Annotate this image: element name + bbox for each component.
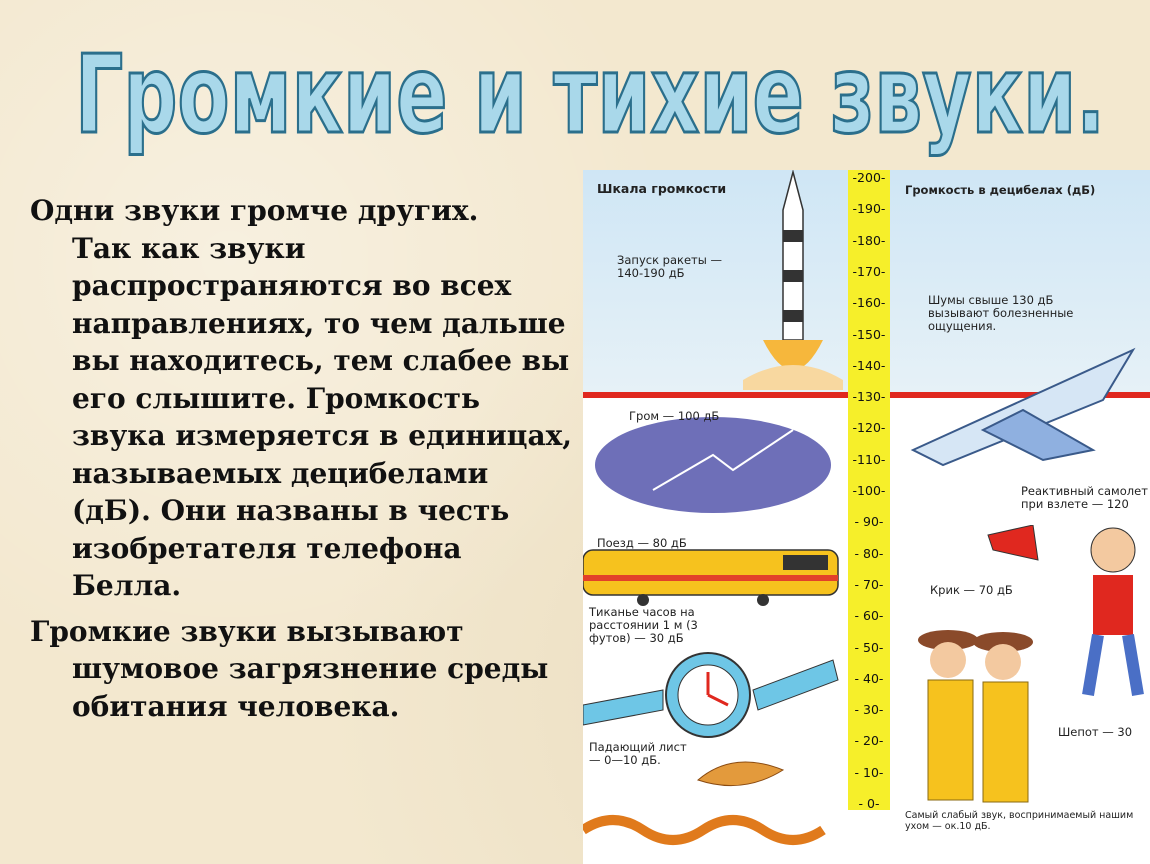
falling-leaf-illustration (693, 750, 793, 800)
scale-tick: -160- (852, 295, 886, 311)
rocket-illustration (743, 170, 843, 390)
scale-tick: -110- (852, 451, 886, 467)
body-text (30, 192, 575, 725)
scale-tick: -140- (852, 357, 886, 373)
thunder-label: Гром — 100 дБ (629, 409, 720, 423)
shouting-man-illustration (1043, 520, 1150, 710)
loudness-scale-poster (583, 170, 1150, 864)
scale-tick: - 40- (854, 670, 884, 686)
scale-tick: - 60- (854, 608, 884, 624)
paragraph-2 (30, 613, 575, 726)
scale-tick: -120- (852, 420, 886, 436)
scale-tick: - 80- (854, 545, 884, 561)
scale-tick: - 90- (854, 514, 884, 530)
scale-tick: - 20- (854, 733, 884, 749)
paragraph-1-rest: Так как звуки распространяются во всех направлениях, то чем дальше вы находитесь, тем слабее вы его слышите. Громкость звука измеряется в единицах, называемых децибелами (дБ). Они названы в честь изобретателя телефона Белла. (72, 231, 573, 602)
scale-tick: - 30- (854, 702, 884, 718)
train-label: Поезд — 80 дБ (597, 536, 687, 550)
thunder-cloud-illustration (593, 410, 833, 520)
whisper-label: Шепот — 30 (1058, 725, 1133, 739)
noise-warning-label: Шумы свыше 130 дБ вызывают болезненные ощущения. (928, 293, 1074, 333)
rocket-label: Запуск ракеты — 140-190 дБ (617, 253, 722, 280)
paragraph-2-rest: шумовое загрязнение среды обитания человека. (72, 652, 549, 723)
paragraph-1-first-line: Одни звуки громче других. (30, 194, 479, 227)
wristwatch-illustration (583, 650, 843, 740)
scale-tick: -190- (852, 201, 886, 217)
scale-tick: - 50- (854, 639, 884, 655)
heading-left: Шкала громкости (597, 181, 727, 196)
scale-tick: -150- (852, 326, 886, 342)
slide-title-text: Громкие и тихие звуки. (75, 33, 1105, 158)
paragraph-1 (30, 192, 575, 605)
paragraph-2-first-line: Громкие звуки вызывают (30, 614, 464, 648)
leaf-label: Падающий лист — 0—10 дБ. (589, 740, 687, 767)
scale-tick: -130- (852, 389, 886, 405)
scale-tick: -170- (852, 263, 886, 279)
scale-tick: - 70- (854, 576, 884, 592)
scale-tick: - 10- (854, 764, 884, 780)
scale-tick: -200- (852, 170, 886, 185)
jet-plane-illustration (903, 340, 1143, 490)
weakest-sound-label: Самый слабый звук, воспринимаемый нашим ухом — ок.10 дБ. (905, 810, 1134, 832)
megaphone-illustration (983, 525, 1043, 565)
slide-title (60, 4, 1120, 169)
scale-tick: -180- (852, 232, 886, 248)
scale-tick: - 0- (858, 796, 880, 811)
heading-right: Громкость в децибелах (дБ) (905, 183, 1096, 197)
clock-label: Тиканье часов на расстоянии 1 м (3 футов) — 30 дБ (589, 605, 698, 645)
whispering-men-illustration (903, 620, 1043, 810)
scale-tick: -100- (852, 483, 886, 498)
leaf-garland-illustration (583, 810, 843, 850)
jet-label: Реактивный самолет при взлете — 120 (1021, 484, 1148, 511)
shout-label: Крик — 70 дБ (930, 583, 1013, 597)
